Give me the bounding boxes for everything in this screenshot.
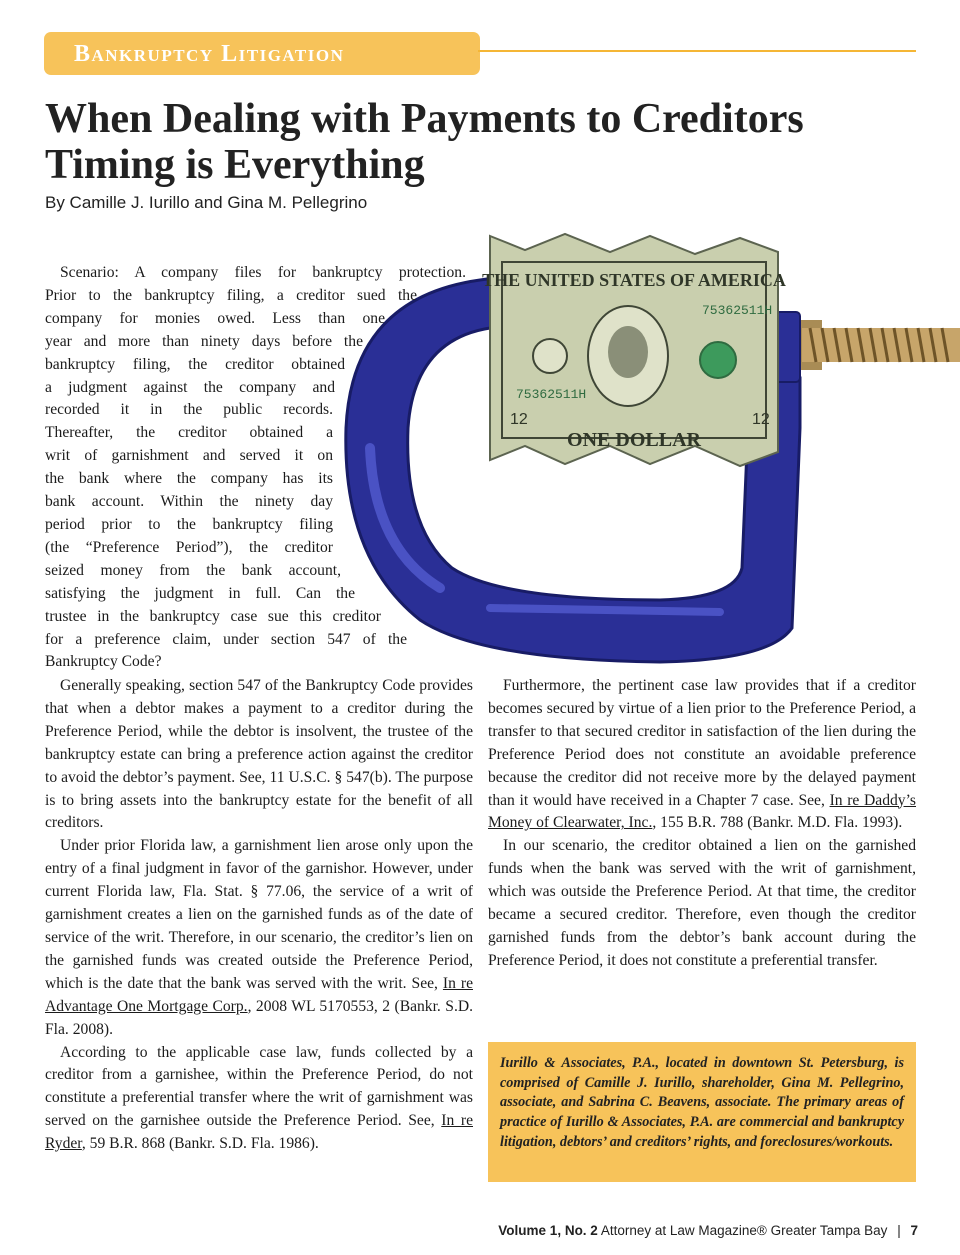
lead-line: Prior to the bankruptcy filing, a creditor sued the [45, 286, 417, 304]
column-right [488, 675, 916, 973]
bill-serial-top: 75362511H [702, 303, 773, 318]
lead-line: bankruptcy filing, the creditor obtained [45, 355, 345, 373]
lead-line: period prior to the bankruptcy filing [45, 515, 333, 533]
section-tab [44, 32, 480, 75]
lead-line: recorded it in the public records. [45, 401, 333, 419]
lead-paragraph [45, 262, 485, 674]
screw-icon [782, 320, 960, 370]
case-citation-advantage: In re Advantage One Mortgage Corp. [45, 974, 473, 1015]
bill-top-text: THE UNITED STATES OF AMERICA [482, 270, 786, 290]
paragraph-5: Furthermore, the pertinent case law provides that if a creditor becomes secured by virtue of a lien prior to the Preference Period, a transfer to that secured creditor in satisfaction of the lien during the Preference Period does not constitute an avoidable preference because the creditor did not receive more by the delayed payment than it would have received in a Chapter 7 case. See, In re Daddy’s Money of Clearwater, Inc., 155 B.R. 788 (Bankr. M.D. Fla. 1993). [488, 677, 916, 832]
lead-line: seized money from the bank account, [45, 561, 341, 579]
lead-line: trustee in the bankruptcy case sue this creditor [45, 607, 381, 625]
lead-line: Bankruptcy Code? [45, 653, 162, 671]
paragraph-2: Generally speaking, section 547 of the Bankruptcy Code provides that when a debtor makes a payment to a creditor during the Preference Period, while the debtor is insolvent, the trustee of the bankruptcy estate can bring a preference action against the creditor to avoid the debtor’s payment. See, 11 U.S.C. § 547(b). The purpose is to bring assets into the bankruptcy estate for the benefit of all creditors. [45, 677, 473, 832]
article-byline: By Camille J. Iurillo and Gina M. Pellegrino [45, 193, 368, 212]
paragraph-4: According to the applicable case law, funds collected by a creditor from a garnishee, within the Preference Period, do not constitute a preferential transfer where the writ of garnishment was served on the garnishee outside the Preference Period. See, In re Ryder, 59 B.R. 868 (Bankr. S.D. Fla. 1986). [45, 1043, 473, 1153]
lead-line: Scenario: A company files for bankruptcy protection. [60, 264, 466, 281]
lead-line: company for monies owed. Less than one [45, 309, 385, 327]
bill-bottom-text: ONE DOLLAR [567, 429, 701, 451]
author-bio-box [488, 1042, 916, 1182]
page-footer [498, 1223, 918, 1238]
article-title: When Dealing with Payments to Creditors Timing is Everything [45, 96, 804, 188]
dollar-bill [482, 234, 786, 466]
footer-magazine: Attorney at Law Magazine® Greater Tampa Bay [600, 1223, 888, 1238]
lead-line: Thereafter, the creditor obtained a [45, 424, 333, 442]
lead-line: writ of garnishment and served it on [45, 447, 333, 465]
section-rule [478, 50, 916, 52]
footer-separator: | [897, 1223, 901, 1238]
case-citation-daddys-money: In re Daddy’s Money of Clearwater, Inc. [488, 791, 916, 832]
case-citation-ryder: In re Ryder [45, 1112, 473, 1153]
paragraph-3: Under prior Florida law, a garnishment lien arose only upon the entry of a final judgment in favor of the garnishor. However, under current Florida law, Fla. Stat. § 77.06, the service of a writ of garnishment creates a lien on the garnished funds as of the date of service of the writ. Therefore, in our scenario, the creditor’s lien on the garnished funds was created outside the Preference Period, which is the date that the bank was served with the writ. See, In re Advantage One Mortgage Corp., 2008 WL 5170553, 2 (Bankr. S.D. Fla. 2008). [45, 837, 474, 1038]
lead-line: satisfying the judgment in full. Can the [45, 584, 355, 602]
bill-denom-left: 12 [510, 411, 528, 428]
bill-serial-bottom: 75362511H [516, 387, 587, 402]
page-number: 7 [910, 1223, 918, 1238]
lead-line: bank account. Within the ninety day [45, 493, 333, 511]
lead-line: the bank where the company has its [45, 470, 333, 488]
bill-denom-right: 12 [752, 411, 770, 428]
lead-line: year and more than ninety days before the [45, 332, 363, 350]
section-label: Bankruptcy Litigation [74, 41, 345, 67]
column-left [45, 675, 473, 1156]
footer-volume: Volume 1, No. 2 [498, 1223, 598, 1238]
lead-line: a judgment against the company and [45, 378, 335, 396]
author-bio-text: Iurillo & Associates, P.A., located in downtown St. Petersburg, is comprised of Camille J. Iurillo, shareholder, Gina M. Pellegrino, associate, and Sabrina C. Beavens, associate. The primary areas of practice of Iurillo & Associates, P.A. are commercial and bankruptcy litigation, debtors’ and creditors’ rights, and foreclosures/workouts. [500, 1055, 904, 1150]
lead-line: (the “Preference Period”), the creditor [45, 538, 333, 556]
paragraph-6: In our scenario, the creditor obtained a lien on the garnished funds when the bank was served with the writ of garnishment, which was outside the Preference Period. At that time, the creditor became a secured creditor. Therefore, even though the creditor garnished funds from the debtor’s bank account during the Preference Period, it does not constitute a preferential transfer. [488, 837, 916, 969]
lead-line: for a preference claim, under section 547 of the [45, 630, 407, 648]
